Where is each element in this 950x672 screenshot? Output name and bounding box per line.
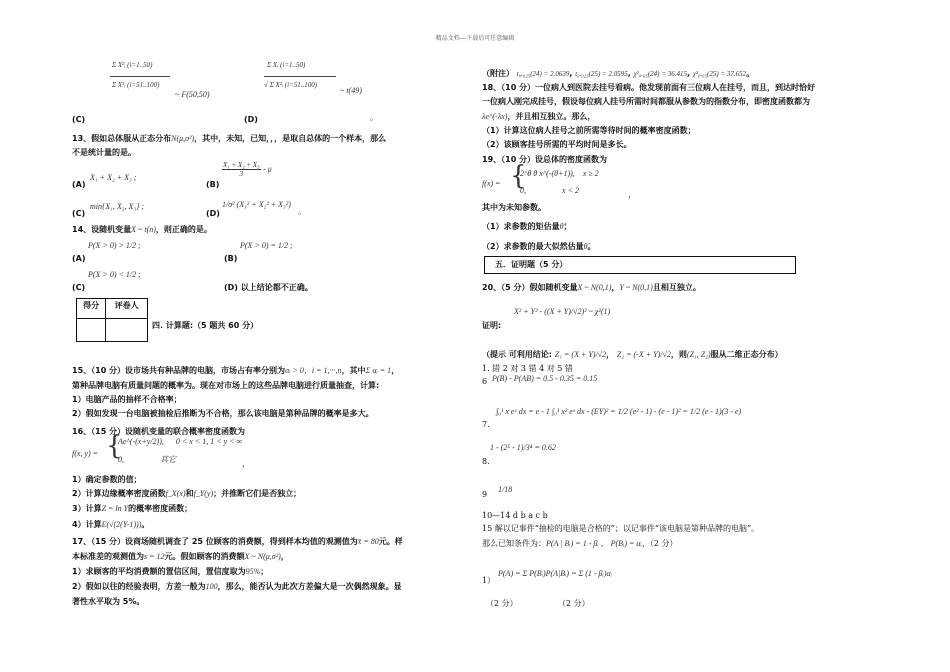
q12-d-fraction-bar [264, 76, 336, 77]
q20-hint [482, 349, 783, 360]
q17-line4 [72, 581, 402, 592]
answer-1-5: 1. 错 2 对 3 错 4 对 5 错 [482, 364, 573, 373]
q12-d-expr: ~ t(49) [340, 86, 362, 95]
q19-lhs: f(x) = [482, 179, 501, 188]
q12-end: 。 [370, 113, 378, 122]
q14-c-label: (C) [72, 283, 86, 292]
q13-dist: N(μ,σ²) [171, 134, 195, 143]
q16-l4a: 3）计算 [72, 504, 102, 513]
q15-line2: 第种品牌电脑有质量问题的概率为。现在对市场上的这些品牌电脑进行质量抽查，计算: [72, 381, 380, 390]
q18-line3 [482, 111, 595, 122]
q12-d-numerator: Σ Xᵢ (i=1..50) [267, 61, 306, 69]
q14-text2: ，则正确的是。 [155, 225, 212, 234]
answer-6-label: 6 [482, 377, 488, 386]
q14-expr: X ~ t(n) [131, 225, 156, 234]
q18-l3a: λe^(-λx) [482, 112, 508, 121]
q12-c-denominator: Σ X²ᵢ (i=51..100) [112, 81, 160, 89]
q17-l2b: s = 12 [144, 552, 165, 561]
q15-line3: 1）电脑产品的抽样不合格率； [72, 395, 182, 404]
q14-d-text: 以上结论都不正确。 [240, 283, 313, 292]
q14-line [72, 224, 212, 235]
q18-l3b: ，并且相互独立。那么， [507, 112, 596, 121]
q16-l4b: Z = ln Y [101, 504, 129, 513]
q16-l5a: 4）计算 [72, 520, 102, 529]
answer-15-points-2: （2 分） [558, 599, 590, 608]
q19-line2: 其中为未知参数。 [482, 203, 546, 212]
q14-d-line [224, 282, 313, 293]
q19-l3c: ； [563, 222, 572, 231]
q12-c-expr: ~ F(50,50) [175, 90, 210, 99]
q16-l4c: 的概率密度函数； [128, 504, 193, 513]
q17-l4b: 100 [205, 582, 218, 591]
q19-l4a: （2）求参数的最大似然估量 [482, 242, 584, 251]
q13-b-tail: - μ [263, 164, 272, 174]
answer-15-l2b: P(A | Bᵢ) = 1 - βᵢ ， P(Bᵢ) = αᵢ [546, 539, 642, 548]
q16-l3c: 和 [185, 489, 194, 498]
answer-7-label: 7. [482, 420, 490, 429]
q17-l3c: ； [260, 567, 269, 576]
q13-text2: ，其中，未知，已知，，，是取自总体的一个样本，那么 [194, 134, 387, 143]
q18-line5: （2）该顾客挂号所需的平均时间是多长。 [482, 140, 632, 149]
q17-l2c: 元。假如顾客的消费额 [164, 552, 245, 561]
q19-line4 [482, 241, 596, 252]
q13-d-end: 。 [298, 207, 306, 216]
q13-b-num: X₁ + X₂ + X₃ [223, 161, 260, 169]
q13-c-label: (C) [72, 209, 86, 218]
q16-line3 [72, 488, 301, 499]
answer-9-label: 9 [482, 490, 488, 499]
q15-l1d: ，其中 [341, 366, 366, 375]
q16-lhs: f(x, y) = [72, 449, 99, 458]
page-header: 精品文档---下载后可任意编辑 [435, 35, 515, 42]
q15-line1 [72, 365, 399, 376]
q14-a-label: (A) [72, 254, 86, 263]
q17-l2e: ， [280, 552, 289, 561]
q12-d-label: (D) [244, 115, 258, 124]
q15-l1f: ， [391, 366, 400, 375]
q17-l3a: 1）求顾客的平均消费额的置信区间，置信度取为 [72, 567, 246, 576]
q20-l1a: 20、（5 分）假如随机变量 [482, 283, 578, 292]
q14-d-label: (D) [224, 283, 238, 292]
score-table-cell-score[interactable] [77, 319, 106, 342]
q16-line4 [72, 503, 192, 514]
q17-line2 [72, 551, 289, 562]
q19-l3b: θ̂ [559, 222, 564, 231]
q16-l3b: f_X(x) [165, 489, 186, 498]
q15-l1c: ，i = 1,···,n [303, 366, 342, 375]
score-table [76, 298, 148, 342]
q16-l5b: E(√(2(Y-1))) [101, 520, 142, 529]
score-table-cell-grader[interactable] [106, 319, 148, 342]
q19-line1: 19、（10 分）设总体的密度函数为 [482, 155, 608, 164]
q17-line3 [72, 566, 268, 577]
q13-a-label: (A) [72, 180, 86, 189]
q13-text3: 不是统计量的是。 [72, 148, 136, 157]
answer-6: P(B) - P(AB) = 0.5 - 0.35 = 0.15 [492, 374, 598, 383]
answer-7: ∫₀¹ x eˣ dx = e - 1 ∫₀¹ x² eˣ dx - (EY)² = 1/2 (e² - 1) - (e - 1)² = 1/2 (e - 1)(3 - e) [496, 407, 742, 416]
q19-l3a: （1）求参数的矩估量 [482, 222, 560, 231]
q17-l4c: ，那么，能否认为此次方差偏大是一次偶然现象。显 [217, 582, 402, 591]
q20-hint-sep: ， [606, 350, 615, 359]
q20-hint-z1: Z₁ = (X + Y)/√2 [554, 350, 607, 359]
q17-l2a: 本标准差的观测值为 [72, 552, 144, 561]
q20-prove: 证明: [482, 321, 502, 330]
q17-line1 [72, 536, 403, 547]
q20-l1b: X ~ N(0,1) [577, 283, 612, 292]
q19-l4b: θ̂ [583, 242, 588, 251]
q16-l3d: f_Y(y) [193, 489, 214, 498]
note-end: 。 [746, 69, 755, 78]
q19-case1: 2^θ θ x^(-(θ+1)), x ≥ 2 [520, 169, 599, 178]
q14-b-label: (B) [224, 254, 238, 263]
q13-d-label: (D) [206, 209, 220, 218]
q12-c-fraction-bar [110, 76, 170, 77]
section-5-box [484, 256, 796, 274]
note-label: （附注） [482, 69, 514, 78]
q18-line2: 一位病人刚完成挂号，假设每位病人挂号所需时间都服从参数为的指数分布，即密度函数都为 [482, 97, 810, 106]
q15-line4: 2）假如发现一台电脑被抽检后推断为不合格，那么该电脑是第种品牌的概率是多大。 [72, 409, 374, 418]
q15-l1e: Σ αᵢ = 1 [365, 366, 392, 375]
q17-l3b: 95% [245, 567, 261, 576]
q16-line5 [72, 519, 149, 530]
q18-line4: （1）计算这位病人挂号之前所需等待时间的概率密度函数； [482, 126, 696, 135]
q12-c-label: (C) [72, 115, 86, 124]
q17-l4a: 2）假如以往的经验表明，方差一般为 [72, 582, 206, 591]
answer-15-l3-label: 1） [482, 576, 496, 585]
q20-hint-z2: Z₂ = (-X + Y)/√2 [616, 350, 671, 359]
note-v3: χ²₀.₀₅(24) = 36.415 [633, 70, 687, 78]
q19-l4c: 。 [587, 242, 596, 251]
q13-text1: 13、假如总体服从正态分布 [72, 134, 172, 143]
q20-line1 [482, 282, 701, 293]
q20-l1d: Y ~ N(0,1) [619, 283, 653, 292]
q16-case2: 0, 其它 [118, 455, 176, 464]
answer-15-points-1: （2 分） [486, 599, 518, 608]
q20-expr: X² + Y² - ((X + Y)/√2)² ~ χ²(1) [514, 307, 611, 316]
q19-comma: ， [628, 190, 636, 199]
q18-line1: 18、（10 分）一位病人到医院去挂号看病。他发现前面有三位病人在挂号，而且，到达时恰好 [482, 83, 816, 92]
q17-l1b: x̄ = 80 [357, 537, 379, 546]
q13-d-expr: 1/σ² (X₁² + X₂² + X₃²) [222, 200, 291, 209]
q13-line1 [72, 133, 386, 144]
q13-a-expr: X₁ + X₂ + X₃ ; [90, 173, 137, 182]
q14-b-expr: P(X > 0) = 1/2 ; [240, 241, 293, 250]
section-4-title: 四. 计算题:（5 题共 60 分） [152, 321, 259, 330]
q20-hint-pair: (Z₁, Z₂) [686, 350, 711, 359]
q16-l3e: ；并推断它们是否独立； [213, 489, 302, 498]
section-5-title: 五．证明题（5 分） [495, 260, 568, 269]
q20-hint-b: ，则 [670, 350, 687, 359]
q19-case2: 0, x < 2 [520, 186, 579, 195]
q16-l3a: 2）计算边缘概率密度函数 [72, 489, 166, 498]
q14-text: 14、设随机变量 [72, 225, 132, 234]
q20-l1c: ， [611, 283, 620, 292]
q16-line1: 16、（15 分）设随机变量的联合概率密度函数为 [72, 427, 246, 436]
q15-l1b: αᵢ > 0 [285, 366, 304, 375]
q20-l1e: 且相互独立。 [652, 283, 701, 292]
note-v1: t₀.₀₂₅(24) = 2.0639 [516, 70, 570, 78]
score-table-header-score: 得分 [77, 299, 106, 319]
q19-line3 [482, 221, 572, 232]
q16-l5c: 。 [141, 520, 150, 529]
q17-l1c: 元。样 [378, 537, 403, 546]
q14-c-expr: P(X > 0) < 1/2 ; [88, 270, 141, 279]
q12-d-denominator: √ Σ X²ᵢ (i=51..100) [264, 81, 318, 89]
q19-brace: { [510, 161, 527, 191]
q13-b-den: 3 [239, 170, 244, 178]
q17-l2d: X ~ N(μ,σ²) [244, 552, 281, 561]
answer-8-label: 8. [482, 457, 490, 466]
answer-10-14: 10—14 d b a c b [482, 511, 548, 520]
answer-8: 1 - (2⁵ - 1)/3⁴ = 0.62 [490, 443, 556, 452]
q13-c-expr: min{X₁, X₂, X₃} ; [90, 202, 145, 211]
q16-comma: ， [242, 459, 250, 468]
q13-b-label: (B) [206, 180, 220, 189]
q16-line2: 1）确定参数的值； [72, 475, 142, 484]
answer-15-l3: P(A) = Σ P(Bᵢ)P(A|Bᵢ) = Σ (1 - βᵢ)αᵢ [498, 569, 612, 578]
q13-b-expr [222, 161, 272, 178]
q16-brace: { [106, 431, 123, 461]
q14-a-expr: P(X > 0) > 1/2 ; [88, 241, 141, 250]
note-v2: t₀.₀₂₅(25) = 2.0595 [575, 70, 628, 78]
answer-15-line1: 15 解以记事件“抽检的电脑是合格的”；以记事件“该电脑是第种品牌的电脑”。 [482, 524, 760, 533]
answer-9: 1/18 [498, 485, 513, 494]
q17-l1a: 17、（15 分）设商场随机调查了 25 位顾客的消费额，得到样本均值的观测值为 [72, 537, 358, 546]
answer-15-l2a: 那么已知条件为： [482, 539, 546, 548]
q20-hint-a: （提示 可利用结论: [482, 350, 552, 359]
q16-case1: Ae^(-(x+y/2)), 0 < x < 1, 1 < y < ∞ [118, 437, 243, 446]
answer-15-l2c: ，（2 分） [641, 539, 678, 548]
note-v4: χ²₀.₀₅(25) = 37.652 [692, 70, 747, 78]
q17-line5: 著性水平取为 5%。 [72, 597, 145, 606]
score-table-header-grader: 评卷人 [106, 299, 148, 319]
q20-hint-c: 服从二维正态分布） [710, 350, 783, 359]
answer-15-line2 [482, 538, 678, 549]
q15-l1a: 15、（10 分）设市场共有种品牌的电脑，市场占有率分别为 [72, 366, 286, 375]
q12-c-numerator: Σ X²ᵢ (i=1..50) [112, 61, 153, 69]
note-line: （附注） t₀.₀₂₅(24) = 2.0639, t₀.₀₂₅(25) = 2.0595, χ²₀.₀₅(24) = 36.415, χ²₀.₀₅(25) = 37.652。 [482, 69, 755, 78]
